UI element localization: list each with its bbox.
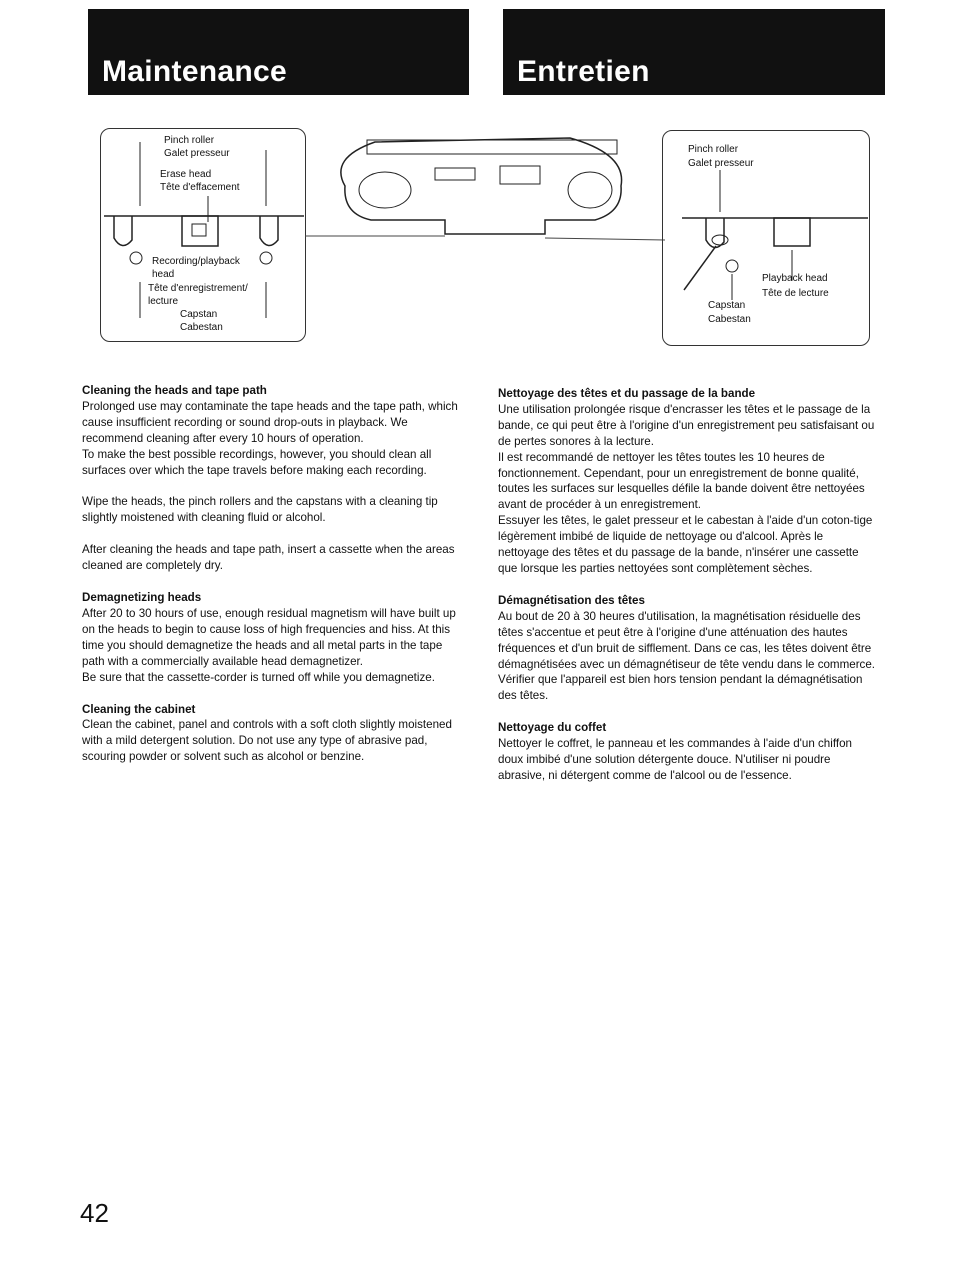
right-head-diagram	[662, 130, 872, 348]
english-column	[82, 383, 460, 765]
left-head-diagram	[100, 128, 308, 344]
paragraph: Au bout de 20 à 30 heures d'utilisation, la magnétisation résiduelle des têtes s'accentue et peut être à l'origine d'une atténuation des hautes fréquences et d'un bruit de sifflement. Dans ce cas, les têtes doivent être démagnétisées avec un démagnétiseur de tête vendu dans le commerce. Vérifier que l'appareil est bien hors tension pendant la démagnétisation des têtes.	[498, 609, 876, 703]
page-number: 42	[80, 1198, 109, 1228]
right-label-galet-presseur: Galet presseur	[688, 158, 754, 169]
paragraph: After 20 to 30 hours of use, enough residual magnetism will have built up on the heads to begin to cause loss of high frequencies and hiss. At this time you should demagnetize the heads and all metal parts in the tape path with a commercially available head demagnetizer.	[82, 606, 456, 668]
section-title-demagnetizing: Demagnetizing heads	[82, 591, 202, 605]
label-capstan: Capstan	[180, 309, 218, 320]
label-cabestan: Cabestan	[180, 322, 223, 333]
paragraph: Il est recommandé de nettoyer les têtes toutes les 10 heures de fonctionnement. Cependant, pour un enregistrement de bonne qualité, toutes les surfaces sur lesquelles défile la bande doivent être nettoyées avant de procéder à un enregistrement.	[498, 450, 865, 512]
section-title-cleaning-heads: Cleaning the heads and tape path	[82, 384, 267, 397]
label-galet-presseur: Galet presseur	[164, 148, 230, 159]
label-tete-effacement: Tête d'effacement	[160, 182, 240, 193]
label-pinch-roller: Pinch roller	[164, 135, 215, 146]
paragraph: To make the best possible recordings, however, you should clean all surfaces over which the tape travels before making each recording.	[82, 447, 432, 477]
page-title-en: Maintenance	[102, 55, 288, 88]
label-rec-head-fr-1: Tête d'enregistrement/	[148, 283, 248, 294]
section-title-demagnetisation: Démagnétisation des têtes	[498, 593, 645, 607]
header-banner-en	[88, 9, 469, 95]
section-title-nettoyage-tetes: Nettoyage des têtes et du passage de la bande	[498, 387, 756, 400]
header-banner-fr	[503, 9, 885, 95]
paragraph: Nettoyer le coffret, le panneau et les commandes à l'aide d'un chiffon doux imbibé d'une solution détergente douce. N'utiliser ni poudre abrasive, ni détergent comme de l'alcool ou de l'essence.	[498, 737, 852, 782]
paragraph: Be sure that the cassette-corder is turned off while you demagnetize.	[82, 670, 435, 684]
paragraph: Essuyer les têtes, le galet presseur et le cabestan à l'aide d'un coton-tige légèrement imbibé de liquide de nettoyage ou d'alcool. Après le nettoyage des têtes et du passage de la bande, n'insérer une cassette que lorsque les parties nettoyées sont complètement sèches.	[498, 514, 873, 575]
label-rec-head-2: head	[152, 269, 175, 280]
label-rec-head-fr-2: lecture	[148, 296, 179, 307]
paragraph: Clean the cabinet, panel and controls with a soft cloth slightly moistened with a mild detergent solution. Do not use any type of abrasive pad, scouring powder or solvent such as alcohol or benzine.	[82, 718, 452, 764]
right-label-capstan: Capstan	[708, 300, 746, 311]
right-label-playback-head: Playback head	[762, 273, 828, 284]
label-erase-head: Erase head	[160, 169, 212, 180]
right-label-cabestan: Cabestan	[708, 314, 751, 325]
section-title-cleaning-cabinet: Cleaning the cabinet	[82, 702, 196, 716]
page-title-fr: Entretien	[517, 55, 650, 88]
french-column	[498, 386, 876, 784]
paragraph: Wipe the heads, the pinch rollers and the capstans with a cleaning tip slightly moistened with cleaning fluid or alcohol.	[82, 495, 438, 525]
section-title-nettoyage-coffet: Nettoyage du coffet	[498, 721, 607, 735]
paragraph: After cleaning the heads and tape path, insert a cassette when the areas cleaned are completely dry.	[82, 543, 455, 573]
paragraph: Prolonged use may contaminate the tape heads and the tape path, which cause insufficient recording or sound drop-outs in playback. We recommend cleaning after every 10 hours of operation.	[82, 399, 458, 445]
right-label-pinch-roller: Pinch roller	[688, 144, 739, 155]
cassette-player-illustration	[305, 128, 665, 243]
label-rec-head-1: Recording/playback	[152, 256, 240, 267]
right-label-tete-lecture: Tête de lecture	[762, 288, 829, 299]
paragraph: Une utilisation prolongée risque d'encrasser les têtes et le passage de la bande, ce qui peut être à l'origine d'un enregistrement peu satisfaisant ou de pertes sonores à la lecture.	[498, 402, 875, 448]
